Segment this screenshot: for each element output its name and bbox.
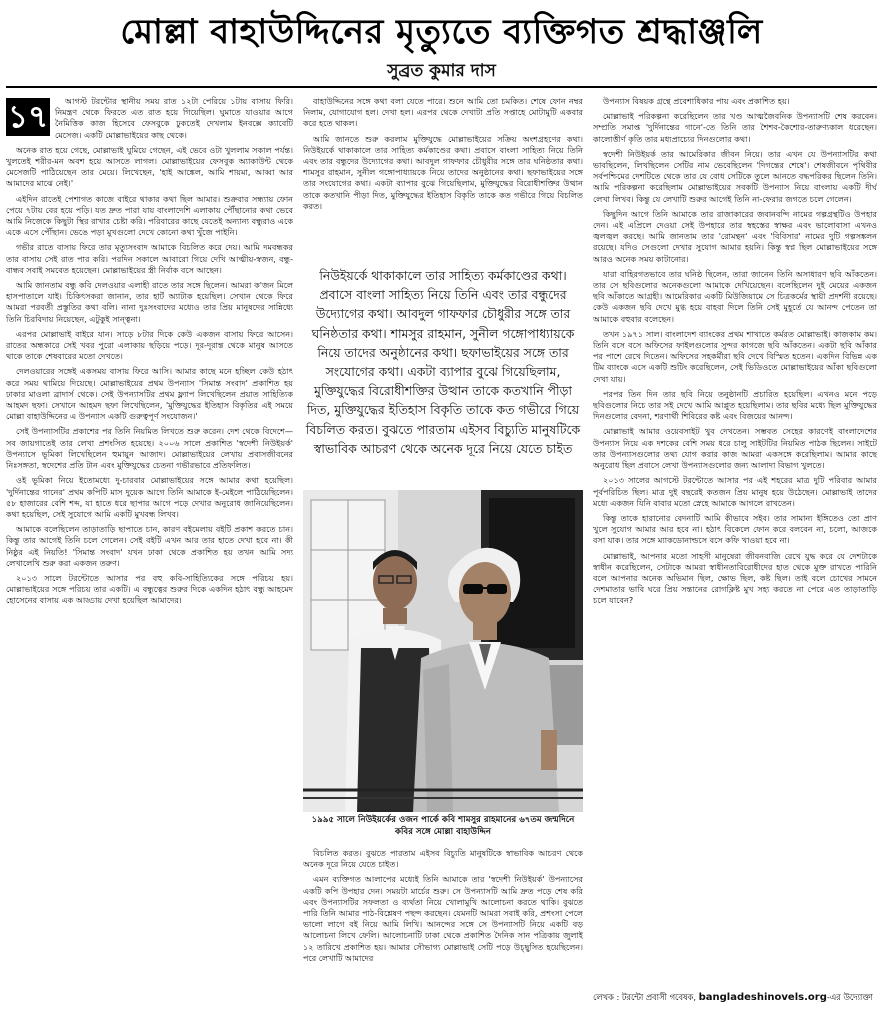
paragraph: পরপর তিন দিন তার ছবি নিয়ে তনুষ্ঠানটি প্রচারিত হয়েছিল। এখনও মনে পড়ে ছবিগুলোর নিচে তার সই দেখে আমি আপ্লুত হয়েছিলাম। তার ছবির মধ্যে ছিল মুক্তিযুদ্ধের দিনগুলোর বেদনা, শরণার্থী শিবিরের কষ্ট এবং বিজয়ের আনন্দ। [593, 388, 877, 422]
photo-caption: ১৯৯৫ সালে নিউইয়র্কের ওজন পার্কে কবি শামসুর রাহমানের ৬৭তম জন্মদিনে কবির সঙ্গে মোল্লা বাহাউদ্দিন [311, 815, 575, 837]
paragraph: মোল্লাভাই পরিকল্পনা করেছিলেন তার খণ্ড আত্মজৈবনিক উপন্যাসটি শেষ করবেন। সম্প্রতি সমাপ্ত 'দুর্দিনান্তের গানে'-তে তিনি তার শৈশব-কৈশোর-তারুণ্যকাল ধরেছেন। কালোত্তীর্ণ কৃতি তার মধ্যপ্রাচ্যের দিনগুলোর কথা। [593, 111, 877, 144]
article-column-3 [593, 96, 877, 981]
pull-quote: নিউইয়র্কে থাকাকালে তার সাহিত্য কর্মকাণ্ডের কথা। প্রবাসে বাংলা সাহিত্য নিয়ে তিনি এবং তার বন্ধুদের উদ্যোগের কথা। আবদুল গাফফার চৌধুরীর সঙ্গে তার ঘনিষ্ঠতার কথা। শামসুর রাহমান, সুনীল গঙ্গোপাধ্যায়কে নিয়ে তাদের অনুষ্ঠানের কথা। ছফাভাইয়ের সঙ্গে তার সংযোগের কথা। একটা ব্যাপার বুঝে গিয়েছিলাম, মুক্তিযুদ্ধের বিরোধীশক্তির উত্থান তাকে কতখানি পীড়া দিত, মুক্তিযুদ্ধের ইতিহাস বিকৃতি তাকে কত গভীরে গিয়ে বিচলিত করত। বুঝতে পারতাম এইসব বিচ্যুতি মানুষটিকে স্বাভাবিক আচরণ থেকে অনেক দূরে নিয়ে যেতে চাইত [305, 268, 581, 456]
paragraph: মোল্লাভাই, আপনার মতো সাহসী মানুষেরা জীবনবাজি রেখে যুদ্ধ করে যে দেশটাকে স্বাধীন করেছিলেন, সেটাকে আমরা স্বাধীনতাবিরোধীদের হাত থেকে মুক্ত রাখতে পারিনি বলে আপনার অনেক অভিমান ছিল, ক্ষোভ ছিল, কষ্ট ছিল। তাই বলে চোখের সামনে দেশমাতার ভাবি ঘরে প্রিয় সন্তানের রোগক্লিষ্ট মুখ সহ্য করতে না পেরে এত তাড়াতাড়ি চলে যাবেন? [593, 550, 877, 606]
photo-illustration [303, 490, 583, 812]
author-note [593, 992, 877, 1003]
author-note-text: লেখক : টরন্টো প্রবাসী গবেষক, [593, 992, 696, 1002]
paragraph: দেলওয়ারের সঙ্গেই একসময় বাসায় ফিরে আসি। আমার কাছে মনে হচ্ছিল কেউ হঠাৎ করে সময় থামিয়ে দিয়েছে। মোল্লাভাইয়ের প্রথম উপন্যাস 'সিমান্ত সংবাদ' প্রকাশিত হয় ঢাকার মাওলা ব্রাদার্স থেকে। সেই উপন্যাসটির প্রথম ফ্ল্যাপ লিখেছিলেন প্রয়াত সাহিত্যিক আহমদ ছফা। সেখানে আহমদ ছফা লিখেছিলেন, 'মুক্তিযুদ্ধের ইতিহাস বিকৃতির এই সময়ে মোল্লা বাহাউদ্দিনের এ উপন্যাস একটি গুরুত্বপূর্ণ সংযোজন।' [6, 366, 293, 422]
paragraph: ২০১৩ সালে টরন্টোতে আসার পর বহু কবি-সাহিত্যিকের সঙ্গে পরিচয় হয়। মোল্লাভাইয়ের সঙ্গে পরিচয় তার একটি। এ বন্ধুত্বের শুরুর দিকে একদিন হঠাৎ বন্ধু আহমেদ হোসেনের বাসায় এক আড্ডায় দেখা হয়েছিল আমাদের। [6, 572, 293, 606]
paragraph: স্বদেশী নিউইয়র্ক তার আমেরিকার জীবন নিয়ে। তার এখন যে উপন্যাসটির কথা ভাবছিলেন, লিখছিলেন সেটির নাম ভেবেছিলেন 'দিগন্তের শেষে'। শেষজীবনে পৃথিবীর সর্বপশ্চিমের দেশটিতে থেকে তার যে বোধ সেটিকে তুলে আনতে বদ্ধপরিকর ছিলেন তিনি। আমি পরিকল্পনা করেছিলাম মোল্লাভাইয়ের সবকটি উপন্যাস নিয়ে বাংলায় একটি দীর্ঘ লেখা লিখব। কিন্তু যে লেখাটি শুরুর আগেই তিনি না-ফেরার জগতে চলে গেলেন। [593, 148, 877, 204]
paragraph: কিন্তু তাকে হারানোর বেদনাটি আমি কীভাবে সইব। তার সামান্য ইঙ্গিতেও তো প্রাণ খুলে সুযোগ আমার আর হবে না। হঠাৎ বিকেলে ফোন করে বলবেন না, চলো, আজকে বসা যাক। তার সঙ্গে ম্যাকডোনাল্ডসে বসে কফি খাওয়া হবে না। [593, 512, 877, 546]
paragraph: বাহাউদ্দিনের সঙ্গে কথা বলা যেতে পারে। শুনে আমি তো চমকিত। শেষে ফোন নম্বর নিলাম, যোগাযোগ হল। দেখা হল। এরপর থেকে দেখাটা প্রতি সপ্তাহে মোটামুটি একবার করে হতে থাকল। [303, 96, 583, 129]
paragraph: কিছুদিন আগে তিনি আমাকে তার রাজাকারের জবানবন্দি নামের গল্পগ্রন্থটিও উপহার দেন। এই এপ্রিলে দেওয়া সেই উপহারে তার স্বহস্তের স্বাক্ষর এবং ভালোবাসা এখনও জ্বলজ্বল করছে। আমি জানতাম তার 'রোমন্থন' এবং 'বিবিসার' নামের দুটি গল্পসঙ্কলন রয়েছে। যদিও সেগুলো দেখার সুযোগ আমার হয়নি। কিন্তু স্বপ্ন ছিল মোল্লাভাইয়ের সঙ্গে আরও অনেক সময় কাটানোর। [593, 208, 877, 264]
header-rule [6, 86, 877, 88]
article-column-2-top [303, 96, 583, 266]
paragraph: আমি জানতে শুরু করলাম মুক্তিযুদ্ধে মোল্লাভাইয়ের সক্রিয় অংশগ্রহণের কথা। নিউইয়র্কে থাকাকালে তার সাহিত্য কর্মকাণ্ডের কথা। প্রবাসে বাংলা সাহিত্য নিয়ে তিনি এবং তার বন্ধুদের উদ্যোগের কথা। আবদুল গাফফার চৌধুরীর সঙ্গে তার ঘনিষ্ঠতার কথা। শামসুর রাহমান, সুনীল গঙ্গোপাধ্যায়কে নিয়ে তাদের অনুষ্ঠানের কথা। ছফাভাইয়ের সঙ্গে তার সংযোগের কথা। একটা ব্যাপার বুঝে গিয়েছিলাম, মুক্তিযুদ্ধের বিরোধীশক্তির উত্থান তাকে কতখানি পীড়া দিত, মুক্তিযুদ্ধের ইতিহাস বিকৃতি তাকে কত গভীরে গিয়ে বিচলিত করত। [303, 133, 583, 211]
paragraph: এরপর মোল্লাভাই বাইরে যান। সাড়ে ৮টার দিকে কেউ একজন বাসায় ফিরে আসেন। রাতের অন্ধকারে সেই খবর পুরো এলাকায় ছড়িয়ে পড়ে। দূর-দূরান্ত থেকে মানুষ আসতে থাকে তাকে শেষবারের মতো দেখতে। [6, 328, 293, 362]
paragraph: তখন ১৯৭১ সাল। বাংলাদেশ ব্যাংকের প্রথম শাখাতে কর্মরত মোল্লাভাই। কাজকাম কম। তিনি বসে বসে অফিসের ফাইলগুলোর সুন্দর কাগজে ছবি আঁকতেন। একটা ছবি আঁকার পর পাশে রেখে দিতেন। অফিসের সহকর্মীরা ছবি দেখে বিস্মিত হতেন। একদিন বিভিন্ন এক টিম ব্যাংকে এসে একটি শুটিং করেছিলেন, সেই ভিডিওতে মোল্লাভাইয়ের আঁকা ছবিগুলো দেখা যায়। [593, 328, 877, 384]
paragraph: মোল্লাভাই আমার ওয়েবসাইট খুব দেখতেন। সম্ভবত সেহের কারণেই বাংলাদেশের উপন্যাস নিয়ে এক দশকের বেশি সময় ধরে চালু সাইটটির নিয়মিত পাঠক ছিলেন। সাইটে তার উপন্যাসগুলোর তথ্য যোগ করার কাজ আমরা একসঙ্গে করেছিলাম। আমার কাছে অনুরোধ ছিল প্রবাসে লেখা উপন্যাসগুলোর জন্য আলাদা বিভাগ খুলতে। [593, 426, 877, 471]
paragraph: ২০১৩ সালের আগস্টে টরন্টোতে আসার পর এই শহরের মাত্র দুটি পরিবার আমার পূর্বপরিচিত ছিল। মাত্র দুই বছরেই কতজন প্রিয় মানুষ হয়ে উঠেছেন। মোল্লাভাই তাদের মধ্যে একজন যিনি বাবার মতো স্নেহে আমাকে আগলে রাখতেন। [593, 475, 877, 508]
paragraph: আমি জানতাম বন্ধু কবি দেলওয়ার এলাহী রাতে তার সঙ্গে ছিলেন। আমরা ক'জন মিলে হাসপাতালে যাই। চিকিৎসকরা জানান, তার হার্ট অ্যাটাক হয়েছিল। সেখান থেকে ফিরে আমরা পরবর্তী প্রস্তুতির কথা বলি। নানা দুঃসংবাদের মধ্যেও তার প্রিয় মানুষদের সান্নিধ্যে তিনি চিরবিদায় নিয়েছেন, এটুকুই সান্ত্বনা। [6, 280, 293, 324]
headline: মোল্লা বাহাউদ্দিনের মৃত্যুতে ব্যক্তিগত শ্রদ্ধাঞ্জলি [120, 12, 763, 52]
paragraph: গভীর রাতে বাসায় ফিরে তার মৃত্যুসংবাদ আমাকে বিচলিত করে দেয়। আমি দমবন্ধকর তার বাসায় সেই রাত পার করি। পরদিন সকালে আবারো গিয়ে দেখি আত্মীয়-স্বজন, বন্ধু-বান্ধব সবাই সমবেত হয়েছেন। মোল্লাভাইয়ের স্ত্রী নির্বাক বসে আছেন। [6, 242, 293, 275]
paragraph: এমন ব্যক্তিগত আলাপের মধ্যেই তিনি আমাকে তার 'স্বদেশী নিউইয়র্ক' উপন্যাসের একটি কপি উপহার দেন। সময়টা মার্চের শুরু। সে উপন্যাসটি আমি দ্রুত পড়ে শেষ করি এবং উপন্যাসটির সফলতা ও ব্যর্থতা নিয়ে খোলামুখি আলোচনা করতে থাকি। বুঝতে পারি তিনি আমার পাঠ-বিশ্লেষণ পছন্দ করছেন। যেমনটি আমরা সবাই করি, প্রশংসা পেলে ভালো লাগে বই নিয়ে আমি লিখি। আনন্দের সঙ্গে সে উপন্যাসটি নিয়ে একটি বড় আলোচনা লিখে ফেলি। আলোচনাটি ঢাকা থেকে প্রকাশিত দৈনিক সান পত্রিকায় জুলাই ১২ তারিখে প্রকাশিত হয়। আমার সৌভাগ্য মোল্লাভাই সেটি পড়ে উচ্ছ্বসিত হয়েছিলেন। পরে লেখাটি আমাদের [303, 874, 583, 963]
byline: সুব্রত কুমার দাস [387, 61, 496, 81]
paragraph: আমাকে বলেছিলেন তাড়াতাড়ি ছাপাতে চান, কারণ বইমেলায় বইটি প্রকাশ করতে চান। কিন্তু তার আগেই তিনি চলে গেলেন। সেই বইটি এখন আর তার হাতে দেখা হবে না। কী নিষ্ঠুর এই নিয়তি! 'সিমান্ত সংবাদ' যখন ঢাকা থেকে প্রকাশিত হয় তখন আমি সদ্য লেখালেখি শুরু করা একজন তরুণ। [6, 524, 293, 568]
paragraph: অনেক রাত হয়ে গেছে, মোল্লাভাই ঘুমিয়ে গেছেন, এই ভেবে ওটা খুললাম সকাল পর্যন্ত। খুলতেই শরীর-মন অবশ হয়ে আসতে লাগল। মোল্লাভাইয়ের ফেসবুক অ্যাকাউন্ট থেকে মেসেজটি পাঠিয়েছেন তার মেয়ে। লিখেছেন, 'হাই আঙ্কেল, আমি শায়মা, আব্বা আর আমাদের মাঝে নেই।' [6, 144, 293, 189]
paragraph: বিচলিত করত। বুঝতে পারতাম এইসব বিচ্যুতি মানুষটিকে স্বাভাবিক আচরণ থেকে অনেক দূরে নিয়ে যেতে চাইত। [303, 848, 583, 870]
paragraph: যারা বাহিরগতভাবে তার ঘনিষ্ঠ ছিলেন, তারা জানেন তিনি অসাধারণ ছবি আঁকতেন। তার সে ছবিগুলোর অনেকগুলো আমাকে দেখিয়েছেন। বলেছিলেন দুই মেয়ের একজন ছবি আঁকাতে আগ্রহী। আমেরিকার একটি মিউজিয়ামে সে চিত্রকর্মের স্থায়ী প্রদর্শনী রয়েছে। কেউ একজন ছবি দেখে মুগ্ধ হয়ে বাহবা দিলে তিনি সেই মুহূর্তে যে আনন্দ পেতেন তা আমাকে বহুবার বলেছেন। [593, 268, 877, 324]
author-website-link[interactable]: bangladeshinovels.org [698, 992, 827, 1003]
paragraph: সেই উপন্যাসটির প্রকাশের পর তিনি নিয়মিত লিখতে শুরু করেন। দেশ থেকে বিদেশে—সব জায়গাতেই তার লেখা প্রশংসিত হয়েছে। ২০০৬ সালে প্রকাশিত 'স্বদেশী নিউইয়র্ক' উপন্যাসে ভূমিকা লিখেছিলেন হুমায়ুন আজাদ। মোল্লাভাইয়ের লেখায় প্রবাসজীবনের নিঃসঙ্গতা, স্বদেশের প্রতি টান এবং মুক্তিযুদ্ধের চেতনা গভীরভাবে প্রতিফলিত। [6, 426, 293, 471]
article-column-2-bottom [303, 848, 583, 1018]
paragraph: উপন্যাস বিষয়ক গ্রন্থে প্রবেশাধিকার পায় এবং প্রকাশিত হয়। [603, 96, 790, 106]
paragraph: আগস্ট টরন্টোর স্থানীয় সময় রাত ১২টা পেরিয়ে ১টায় বাসায় ফিরি। নিমন্ত্রণ থেকে ফিরতে এত রাত হয়ে গিয়েছিল। ঘুমাতে যাওয়ার আগে নৈমিত্তিক কাজ হিসেবে ফেসবুকে ঢুকতেই দেখলাম ইনবক্সে ক্যাবেটি মেসেজ। একটি মোল্লাভাইয়ের কাছ থেকে। [55, 96, 293, 140]
issue-number-badge: ১৭ [7, 99, 49, 135]
paragraph: এইদিন রাতেই পেশাগত কাজে বাইরে থাকার কথা ছিল আমার। শুক্রবার সন্ধ্যায় ফোন পেয়ে ৭টায় বের হয়ে পড়ি। যত দ্রুত পারা যায় বাংলাদেশি এলাকায় পৌঁছানোর কথা ভেবে আমি নিজেকে কিছুটা স্থির রাখার চেষ্টা করি। পরিবারের কাছে যেতেই অন্যান্য বন্ধুরাও একে একে এসে পৌঁছান। ভেঙে পড়া মুখগুলো দেখে কোনো কথা খুঁজে পাইনি। [6, 193, 293, 238]
article-column-1 [6, 96, 293, 1016]
photo-two-men [303, 490, 583, 812]
author-note-suffix: -এর উদ্যোক্তা [826, 992, 873, 1002]
paragraph: ওই ভূমিকা নিয়ে ইতোমধ্যে দু-চারবার মোল্লাভাইয়ের সঙ্গে আমার কথা হয়েছিল। 'দুর্দিনান্তের গানের' প্রথম কপিটি মাস দুয়েক আগে তিনি আমাকে ই-মেইলে পাঠিয়েছিলেন। ৫৮ হাজারের বেশি শব্দ, যা হাতে ধরে ছাপার আগে পড়ে দেখার অনুরোধ জানিয়েছিলেন। কথা হয়েছিল, সেই সুযোগে আমি একটি মুখবন্ধ লিখব। [6, 475, 293, 519]
